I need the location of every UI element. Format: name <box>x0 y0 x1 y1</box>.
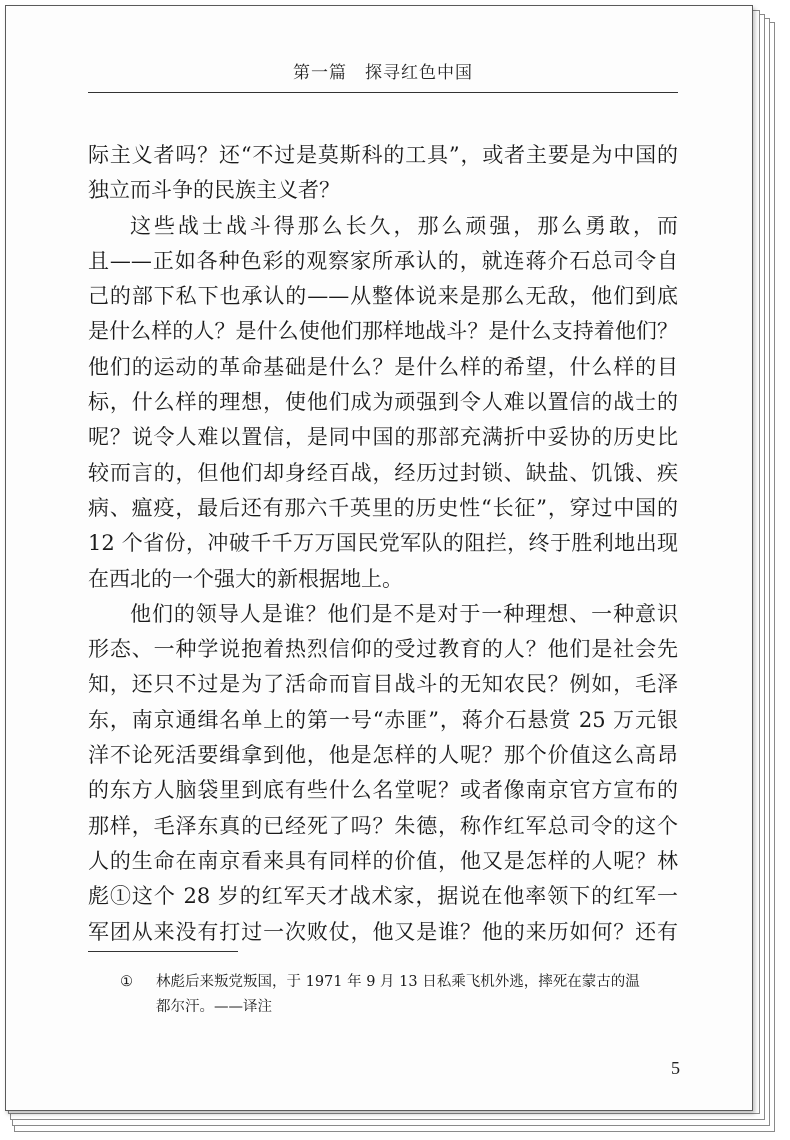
text-line: 己的部下私下也承认的——从整体说来是那么无敌，他们到底 <box>88 284 678 309</box>
text-line: 那样，毛泽东真的已经死了吗？朱德，称作红军总司令的这个 <box>88 813 678 838</box>
page-number: 5 <box>671 1058 680 1078</box>
text-line: 且——正如各种色彩的观察家所承认的，就连蒋介石总司令自 <box>88 248 678 273</box>
text-line: 他们的运动的革命基础是什么？是什么样的希望，什么样的目 <box>88 354 678 379</box>
text-line: 知，还只不过是为了活命而盲目战斗的无知农民？例如，毛泽 <box>88 672 678 697</box>
text-line: 人的生命在南京看来具有同样的价值，他又是怎样的人呢？林 <box>88 848 678 873</box>
text-line: 独立而斗争的民族主义者？ <box>88 178 340 203</box>
text-line: 际主义者吗？还“不过是莫斯科的工具”，或者主要是为中国的 <box>88 143 678 167</box>
text-line: 是什么样的人？是什么使他们那样地战斗？是什么支持着他们？ <box>88 319 678 344</box>
text-line: 标，什么样的理想，使他们成为顽强到令人难以置信的战士的 <box>88 390 678 415</box>
header-rule <box>88 92 678 93</box>
footnote-line: 林彪后来叛党叛国，于 1971 年 9 月 13 日私乘飞机外逃，摔死在蒙古的温 <box>156 974 640 990</box>
text-line: 在西北的一个强大的新根据地上。 <box>88 566 403 591</box>
text-line: 较而言的，但他们却身经百战，经历过封锁、缺盐、饥饿、疾 <box>88 460 678 485</box>
footnote-line: 都尔汗。——译注 <box>156 999 272 1015</box>
header-title: 探寻红色中国 <box>365 63 473 83</box>
text-line: 病、瘟疫，最后还有那六千英里的历史性“长征”，穿过中国的 <box>88 495 678 520</box>
text-line: 军团从来没有打过一次败仗，他又是谁？他的来历如何？还有 <box>88 919 678 944</box>
running-header <box>88 58 678 83</box>
text-line: 的东方人脑袋里到底有些什么名堂呢？或者像南京官方宣布的 <box>88 778 678 803</box>
text-line: 东，南京通缉名单上的第一号“赤匪”，蒋介石悬赏 25 万元银 <box>88 707 678 732</box>
text-line: 他们的领导人是谁？他们是不是对于一种理想、一种意识 <box>130 601 678 626</box>
text-line: 形态、一种学说抱着热烈信仰的受过教育的人？他们是社会先 <box>88 637 678 662</box>
header-part: 第一篇 <box>293 63 347 83</box>
text-line: 呢？说令人难以置信，是同中国的那部充满折中妥协的历史比 <box>88 425 678 450</box>
body-text <box>88 138 678 950</box>
footnote-rule <box>88 951 238 952</box>
text-line: 洋不论死活要缉拿到他，他是怎样的人呢？那个价值这么高昂 <box>88 743 678 768</box>
footnote <box>120 970 680 1020</box>
text-line: 12 个省份，冲破千千万万国民党军队的阻拦，终于胜利地出现 <box>88 531 678 556</box>
text-line: 彪①这个 28 岁的红军天才战术家，据说在他率领下的红军一 <box>88 884 678 909</box>
footnote-mark: ① <box>120 974 133 990</box>
text-line: 这些战士战斗得那么长久，那么顽强，那么勇敢，而 <box>130 213 678 238</box>
